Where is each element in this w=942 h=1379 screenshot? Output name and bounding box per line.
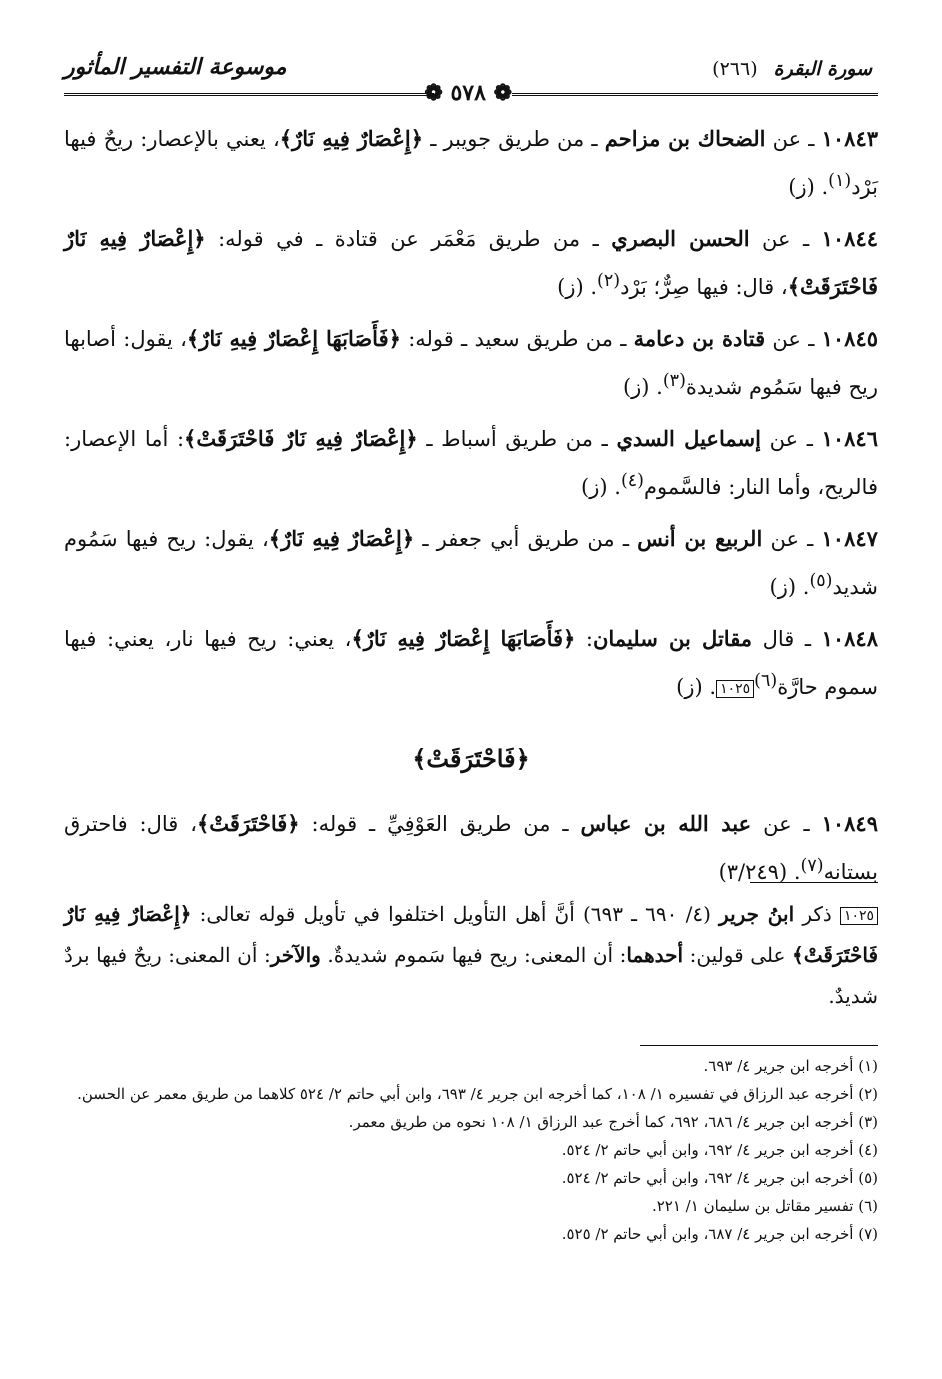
entry-10849: ١٠٨٤٩ ـ عن عبد الله بن عباس ـ من طريق العَوْفِيِّ ـ قوله: ﴿فَاحْتَرَقَتْ﴾، قال: فاحترق بستانه$^{(٧)}$. (٣/٢٤٩) xyxy=(64,811,878,884)
quran-quote: ﴿إِعْصَارٌ فِيهِ نَارٌ فَاحْتَرَقَتْ﴾ xyxy=(64,902,879,967)
footnote: (٥) أخرجه ابن جرير ٤/ ٦٩٢، وابن أبي حاتم ٢/ ٥٢٤. xyxy=(561,1169,878,1187)
footnote: (٢) أخرجه عبد الرزاق في تفسيره ١/ ١٠٨، كما أخرجه ابن جرير ٤/ ٦٩٣، وابن أبي حاتم ٢/ ٥٢٤ كلاهما من طريق معمر عن الحسن. xyxy=(77,1085,878,1103)
quran-quote: ﴿إِعْصَارٌ فِيهِ نَارٌ﴾ xyxy=(279,126,424,151)
entry-10848: ١٠٨٤٨ ـ قال مقاتل بن سليمان: ﴿فَأَصَابَهَا إِعْصَارٌ فِيهِ نَارٌ﴾، يعني: ريح فيها نار، يعني: فيها سموم حارَّة$^{(٦)}$١٠٢٥. (ز) xyxy=(64,626,878,699)
entry-10843: ١٠٨٤٣ ـ عن الضحاك بن مزاحم ـ من طريق جويبر ـ ﴿إِعْصَارٌ فِيهِ نَارٌ﴾، يعني بالإعصار: ريحٌ فيها بَرْد$^{(١)}$. (ز) xyxy=(64,126,879,199)
commentary-separator xyxy=(750,882,878,883)
sura-title: سورة البقرة xyxy=(773,58,872,80)
quran-quote: ﴿إِعْصَارٌ فِيهِ نَارٌ﴾ xyxy=(268,526,415,551)
commentary-note: ١٠٢٥ ذكر ابنُ جرير (٤/ ٦٩٠ ـ ٦٩٣) أنَّ أهل التأويل اختلفوا في تأويل قوله تعالى: ﴿إِعْصَارٌ فِيهِ نَارٌ فَاحْتَرَقَتْ﴾ على قولين: أحدهما: أن المعنى: ريح فيها سَموم شديدةٌ. والآخر: أن المعنى: ريحٌ فيها بردٌ شديدٌ. xyxy=(64,902,879,1008)
entry-10847: ١٠٨٤٧ ـ عن الربيع بن أنس ـ من طريق أبي جعفر ـ ﴿إِعْصَارٌ فِيهِ نَارٌ﴾، يقول: ريح فيها سَمُوم شديد$^{(٥)}$. (ز) xyxy=(64,526,878,599)
entry-10845: ١٠٨٤٥ ـ عن قتادة بن دعامة ـ من طريق سعيد ـ قوله: ﴿فَأَصَابَهَا إِعْصَارٌ فِيهِ نَارٌ﴾، يقول: أصابها ريح فيها سَمُوم شديدة$^{(٣)}$. (ز) xyxy=(64,326,879,399)
footnote: (٣) أخرجه ابن جرير ٤/ ٦٨٦، ٦٩٢، كما أخرج عبد الرزاق ١/ ١٠٨ نحوه من طريق معمر. xyxy=(348,1113,878,1131)
commentary-ref-box: ١٠٢٥ xyxy=(840,907,878,925)
footnote: (٧) أخرجه ابن جرير ٤/ ٦٨٧، وابن أبي حاتم ٢/ ٥٢٥. xyxy=(561,1225,878,1243)
ornament-icon: ❁ xyxy=(424,80,451,106)
book-title: موسوعة التفسير المأثور xyxy=(64,54,287,80)
footnote-ref[interactable]: (٧) xyxy=(800,856,824,876)
quran-quote: ﴿فَأَصَابَهَا إِعْصَارٌ فِيهِ نَارٌ﴾ xyxy=(186,326,401,351)
ornament-icon: ❁ xyxy=(485,80,512,106)
entry-10846: ١٠٨٤٦ ـ عن إسماعيل السدي ـ من طريق أسباط ـ ﴿إِعْصَارٌ فِيهِ نَارٌ فَاحْتَرَقَتْ﴾: أما الإعصار: فالريح، وأما النار: فالسَّموم$^{(٤)}$. (ز) xyxy=(64,426,878,499)
quran-quote: ﴿إِعْصَارٌ فِيهِ نَارٌ فَاحْتَرَقَتْ﴾ xyxy=(64,226,878,299)
footnote-ref[interactable]: (٣) xyxy=(662,371,686,391)
footnotes xyxy=(64,1052,878,1248)
verse-ref: (٢٦٦) xyxy=(712,58,758,80)
footnote: (١) أخرجه ابن جرير ٤/ ٦٩٣. xyxy=(703,1057,878,1075)
footnote: (٦) تفسير مقاتل بن سليمان ١/ ٢٢١. xyxy=(651,1197,878,1215)
footnote-separator xyxy=(640,1045,878,1046)
page-number: ❁ ٥٧٨ ❁ xyxy=(424,80,512,106)
quran-quote: ﴿إِعْصَارٌ فِيهِ نَارٌ فَاحْتَرَقَتْ﴾ xyxy=(184,426,418,451)
footnote-ref[interactable]: (٢) xyxy=(597,271,621,291)
footnote-ref[interactable]: (٦) xyxy=(754,671,778,691)
header-rule-left xyxy=(64,93,434,96)
quran-quote: ﴿فَأَصَابَهَا إِعْصَارٌ فِيهِ نَارٌ﴾ xyxy=(351,626,576,651)
header-rule-right xyxy=(512,93,878,96)
author-name: ابنُ جرير xyxy=(719,902,795,926)
footnote: (٤) أخرجه ابن جرير ٤/ ٦٩٢، وابن أبي حاتم ٢/ ٥٢٤. xyxy=(561,1141,878,1159)
footnote-ref[interactable]: (٤) xyxy=(620,471,644,491)
section-heading: ﴿فَاحْتَرَقَتْ﴾ xyxy=(412,744,530,773)
page-header-sura xyxy=(712,58,872,80)
main-text xyxy=(64,118,878,903)
entry-10844: ١٠٨٤٤ ـ عن الحسن البصري ـ من طريق مَعْمَر عن قتادة ـ في قوله: ﴿إِعْصَارٌ فِيهِ نَارٌ فَاحْتَرَقَتْ﴾، قال: فيها صِرٌّ؛ بَرْد$^{(٢)}$. (ز) xyxy=(64,226,879,299)
footnote-ref[interactable]: (٥) xyxy=(809,571,833,591)
footnote-ref[interactable]: (١) xyxy=(828,171,852,191)
quran-quote: ﴿فَاحْتَرَقَتْ﴾ xyxy=(196,811,300,836)
commentary-ref-box[interactable]: ١٠٢٥ xyxy=(716,680,754,698)
